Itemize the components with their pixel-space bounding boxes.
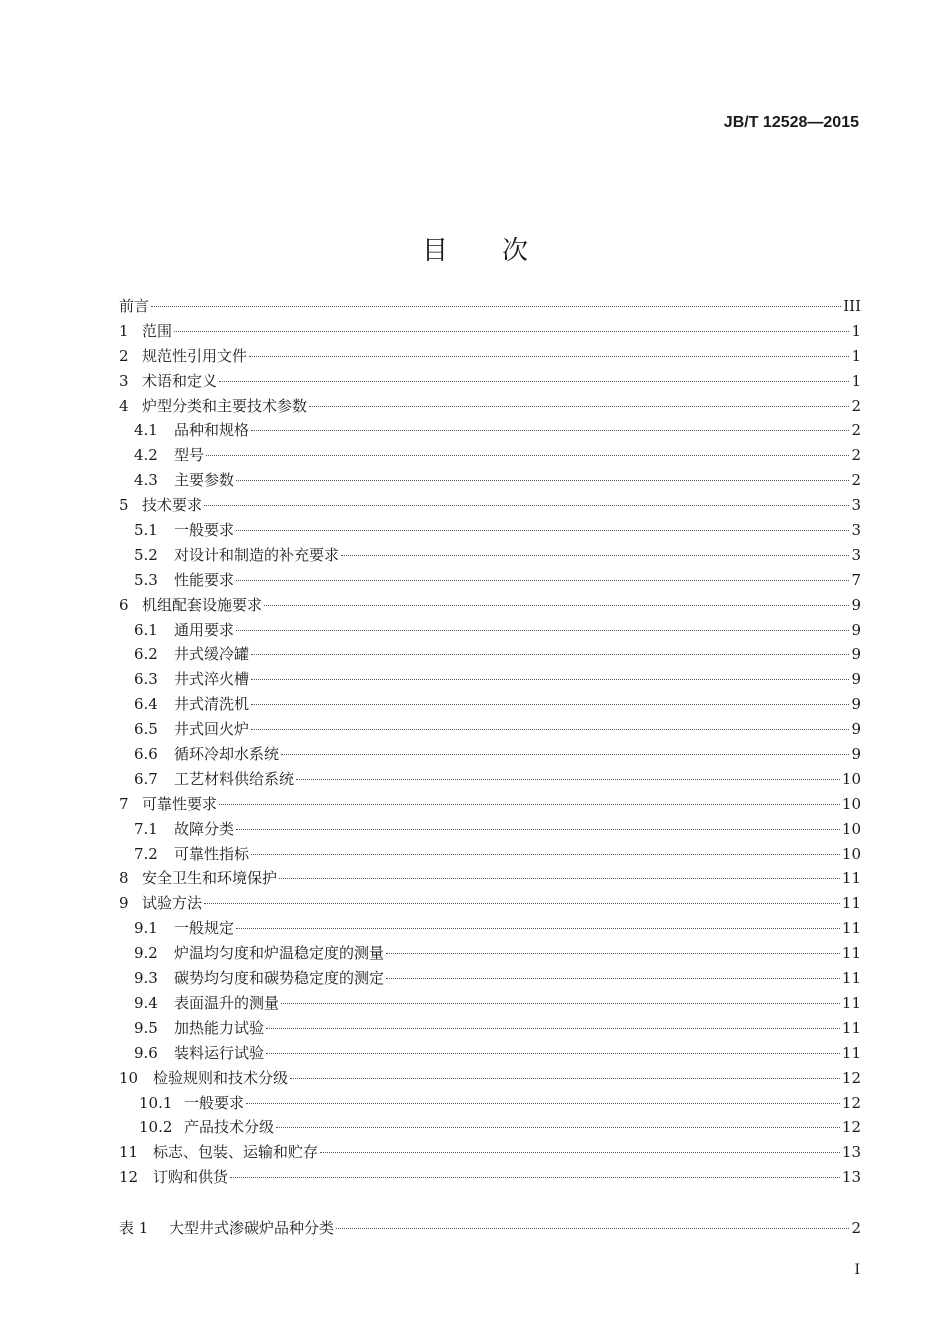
toc-entry-label: 前言 bbox=[119, 297, 150, 315]
toc-entry-number: 9.2 bbox=[134, 944, 158, 963]
toc-entry[interactable] bbox=[119, 966, 861, 991]
toc-entry-label: 井式清洗机 bbox=[174, 695, 250, 714]
toc-entry-number: 4 bbox=[119, 396, 129, 415]
page-title: 目次 bbox=[421, 236, 582, 267]
toc-leader-dots bbox=[386, 953, 840, 954]
toc-entry[interactable] bbox=[119, 916, 861, 941]
toc-entry[interactable] bbox=[119, 742, 861, 767]
toc-entry[interactable] bbox=[119, 593, 861, 618]
toc-entry-page: 9 bbox=[851, 720, 861, 739]
toc-entry[interactable] bbox=[119, 1140, 861, 1165]
toc-entry-page: 11 bbox=[841, 1043, 861, 1062]
toc-entry-label: 标志、包装、运输和贮存 bbox=[153, 1143, 319, 1162]
toc-entry-page: 11 bbox=[841, 1018, 861, 1037]
toc-leader-dots bbox=[236, 630, 849, 631]
toc-entry-label: 井式淬火槽 bbox=[174, 670, 250, 689]
toc-entry-page: 7 bbox=[851, 570, 861, 589]
toc-entry-label: 循环冷却水系统 bbox=[174, 745, 280, 764]
toc-entry-page: 9 bbox=[851, 745, 861, 764]
toc-entry[interactable] bbox=[119, 493, 861, 518]
toc-leader-dots bbox=[251, 704, 849, 705]
toc-entry-label: 产品技术分级 bbox=[184, 1118, 275, 1137]
toc-leader-dots bbox=[219, 804, 840, 805]
toc-leader-dots bbox=[236, 580, 849, 581]
toc-entry[interactable] bbox=[119, 394, 861, 419]
toc-entry-page: 2 bbox=[851, 421, 861, 440]
toc-entry-number: 6 bbox=[119, 595, 129, 614]
toc-entry-page: 1 bbox=[851, 371, 861, 390]
toc-leader-dots bbox=[296, 779, 840, 780]
toc-entry[interactable] bbox=[119, 817, 861, 842]
toc-entry-number: 10.1 bbox=[139, 1093, 173, 1112]
toc-entry-label: 订购和供货 bbox=[153, 1168, 229, 1187]
toc-entry[interactable] bbox=[119, 1091, 861, 1116]
toc-leader-dots bbox=[151, 306, 841, 307]
toc-entry-page: 3 bbox=[851, 521, 861, 540]
toc-entry-page: 12 bbox=[841, 1093, 861, 1112]
toc-entry-number: 4.2 bbox=[134, 446, 158, 465]
toc-entry-label: 加热能力试验 bbox=[174, 1018, 265, 1037]
toc-entry-label: 一般要求 bbox=[184, 1093, 245, 1112]
toc-leader-dots bbox=[251, 430, 849, 431]
toc-entry[interactable] bbox=[119, 1066, 861, 1091]
toc-entry-number: 4.3 bbox=[134, 471, 158, 490]
toc-entry-label: 一般要求 bbox=[174, 521, 235, 540]
toc-entry-number: 8 bbox=[119, 869, 129, 888]
toc-entry-label: 规范性引用文件 bbox=[142, 346, 248, 365]
toc-leader-dots bbox=[279, 878, 840, 879]
toc-entry-page: 3 bbox=[851, 496, 861, 515]
toc-entry-label: 型号 bbox=[174, 446, 205, 465]
toc-leader-dots bbox=[204, 903, 840, 904]
toc-entry-page: 12 bbox=[841, 1068, 861, 1087]
toc-entry[interactable] bbox=[119, 294, 861, 319]
toc-leader-dots bbox=[249, 356, 849, 357]
toc-entry-page: 13 bbox=[841, 1143, 861, 1162]
toc-leader-dots bbox=[251, 854, 840, 855]
toc-entry[interactable] bbox=[119, 1165, 861, 1190]
toc-entry-label: 装料运行试验 bbox=[174, 1043, 265, 1062]
toc-leader-dots bbox=[386, 978, 840, 979]
toc-leader-dots bbox=[236, 480, 849, 481]
toc-entry-label: 安全卫生和环境保护 bbox=[142, 869, 278, 888]
toc-entry-label: 井式回火炉 bbox=[174, 720, 250, 739]
toc-entry-page: 1 bbox=[851, 346, 861, 365]
toc-entry-number: 9.3 bbox=[134, 969, 158, 988]
toc-entry-label: 可靠性指标 bbox=[174, 844, 250, 863]
toc-entry-page: 11 bbox=[841, 869, 861, 888]
toc-entry-number: 表 1 bbox=[119, 1219, 149, 1237]
toc-entry-page: 10 bbox=[841, 819, 861, 838]
toc-entry-page: 2 bbox=[851, 1219, 861, 1237]
toc-entry-page: 9 bbox=[851, 645, 861, 664]
toc-leader-dots bbox=[276, 1127, 840, 1128]
toc-entry[interactable] bbox=[119, 468, 861, 493]
toc-entry[interactable] bbox=[119, 991, 861, 1016]
toc-leader-dots bbox=[251, 654, 849, 655]
toc-entry-label: 技术要求 bbox=[142, 496, 203, 515]
toc-entry-label: 井式缓冷罐 bbox=[174, 645, 250, 664]
toc-leader-dots bbox=[266, 1053, 840, 1054]
toc-leader-dots bbox=[266, 1028, 840, 1029]
toc-entry-number: 5.1 bbox=[134, 521, 158, 540]
toc-entry-label: 检验规则和技术分级 bbox=[153, 1068, 289, 1087]
toc-entry-number: 6.2 bbox=[134, 645, 158, 664]
toc-entry[interactable] bbox=[119, 642, 861, 667]
toc-entry-number: 5.2 bbox=[134, 545, 158, 564]
toc-entry[interactable] bbox=[119, 418, 861, 443]
toc-entry[interactable] bbox=[119, 618, 861, 643]
toc-entry-label: 品种和规格 bbox=[174, 421, 250, 440]
toc-entry-label: 性能要求 bbox=[174, 570, 235, 589]
toc-entry-number: 4.1 bbox=[134, 421, 158, 440]
toc-entry-page: 11 bbox=[841, 944, 861, 963]
toc-entry-number: 7.2 bbox=[134, 844, 158, 863]
toc-entry-number: 9.6 bbox=[134, 1043, 158, 1062]
toc-entry-label: 故障分类 bbox=[174, 819, 235, 838]
toc-entry[interactable] bbox=[119, 941, 861, 966]
toc-entry[interactable] bbox=[119, 1016, 861, 1041]
toc-entry-number: 5 bbox=[119, 496, 129, 515]
toc-entry-page: 10 bbox=[841, 769, 861, 788]
toc-entry[interactable] bbox=[119, 692, 861, 717]
toc-entry[interactable] bbox=[119, 369, 861, 394]
toc-entry-number: 12 bbox=[119, 1168, 139, 1187]
standard-code: JB/T 12528—2015 bbox=[723, 114, 859, 131]
toc-entry-page: 13 bbox=[841, 1168, 861, 1187]
toc-leader-dots bbox=[236, 829, 840, 830]
toc-entry-number: 6.6 bbox=[134, 745, 158, 764]
toc-entry-label: 主要参数 bbox=[174, 471, 235, 490]
toc-entry-number: 9.5 bbox=[134, 1018, 158, 1037]
toc-entry-page: 9 bbox=[851, 595, 861, 614]
toc-entry-label: 表面温升的测量 bbox=[174, 993, 280, 1012]
toc-entry-label: 试验方法 bbox=[142, 894, 203, 913]
toc-entry-page: 10 bbox=[841, 794, 861, 813]
toc-entry[interactable] bbox=[119, 443, 861, 468]
toc-entry-number: 11 bbox=[119, 1143, 139, 1162]
toc-leader-dots bbox=[230, 1177, 840, 1178]
toc-entry-label: 通用要求 bbox=[174, 620, 235, 639]
toc-entry[interactable] bbox=[119, 717, 861, 742]
toc-entry-number: 10.2 bbox=[139, 1118, 173, 1137]
toc-entry-page: 2 bbox=[851, 396, 861, 415]
toc-entry[interactable] bbox=[119, 767, 861, 792]
toc-leader-dots bbox=[236, 530, 849, 531]
toc-entry-number: 5.3 bbox=[134, 570, 158, 589]
toc-leader-dots bbox=[246, 1103, 840, 1104]
toc-entry-number: 2 bbox=[119, 346, 129, 365]
toc-entry-label: 碳势均匀度和碳势稳定度的测定 bbox=[174, 969, 385, 988]
toc-entry-label: 炉型分类和主要技术参数 bbox=[142, 396, 308, 415]
toc-entry-page: 1 bbox=[851, 321, 861, 340]
toc-entry-number: 9 bbox=[119, 894, 129, 913]
toc-leader-dots bbox=[309, 406, 849, 407]
toc-entry-page: 3 bbox=[851, 545, 861, 564]
toc-entry-number: 9.1 bbox=[134, 919, 158, 938]
toc-entry-label: 工艺材料供给系统 bbox=[174, 769, 295, 788]
toc-entry-label: 可靠性要求 bbox=[142, 794, 218, 813]
table-of-contents bbox=[119, 294, 861, 1190]
toc-entry-number: 6.5 bbox=[134, 720, 158, 739]
toc-entry-page: III bbox=[843, 297, 861, 315]
list-of-tables bbox=[119, 1216, 861, 1241]
toc-entry-page: 12 bbox=[841, 1118, 861, 1137]
toc-entry-number: 6.1 bbox=[134, 620, 158, 639]
toc-entry[interactable] bbox=[119, 543, 861, 568]
toc-entry[interactable] bbox=[119, 1115, 861, 1140]
toc-entry-page: 11 bbox=[841, 969, 861, 988]
toc-leader-dots bbox=[281, 1003, 840, 1004]
toc-entry-page: 2 bbox=[851, 471, 861, 490]
toc-leader-dots bbox=[251, 729, 849, 730]
toc-entry[interactable] bbox=[119, 866, 861, 891]
toc-entry-page: 2 bbox=[851, 446, 861, 465]
toc-entry[interactable] bbox=[119, 842, 861, 867]
toc-entry[interactable] bbox=[119, 1216, 861, 1241]
toc-entry-label: 机组配套设施要求 bbox=[142, 595, 263, 614]
toc-leader-dots bbox=[236, 928, 840, 929]
toc-leader-dots bbox=[290, 1078, 840, 1079]
toc-leader-dots bbox=[341, 555, 849, 556]
toc-entry[interactable] bbox=[119, 1041, 861, 1066]
toc-leader-dots bbox=[336, 1228, 849, 1229]
toc-leader-dots bbox=[174, 331, 849, 332]
toc-entry-page: 11 bbox=[841, 993, 861, 1012]
toc-leader-dots bbox=[219, 381, 849, 382]
toc-leader-dots bbox=[251, 679, 849, 680]
toc-entry-page: 9 bbox=[851, 620, 861, 639]
toc-entry[interactable] bbox=[119, 568, 861, 593]
toc-entry-page: 11 bbox=[841, 894, 861, 913]
toc-entry[interactable] bbox=[119, 344, 861, 369]
toc-leader-dots bbox=[206, 455, 849, 456]
toc-entry-label: 炉温均匀度和炉温稳定度的测量 bbox=[174, 944, 385, 963]
toc-entry-number: 1 bbox=[119, 321, 129, 340]
toc-entry[interactable] bbox=[119, 667, 861, 692]
toc-entry-label: 术语和定义 bbox=[142, 371, 218, 390]
toc-leader-dots bbox=[204, 505, 849, 506]
toc-entry[interactable] bbox=[119, 891, 861, 916]
toc-entry-number: 6.4 bbox=[134, 695, 158, 714]
toc-entry-number: 10 bbox=[119, 1068, 139, 1087]
toc-entry-label: 对设计和制造的补充要求 bbox=[174, 545, 340, 564]
toc-leader-dots bbox=[320, 1152, 840, 1153]
toc-entry-number: 7.1 bbox=[134, 819, 158, 838]
toc-entry-label: 一般规定 bbox=[174, 919, 235, 938]
toc-entry[interactable] bbox=[119, 319, 861, 344]
toc-entry-number: 3 bbox=[119, 371, 129, 390]
page-number: I bbox=[854, 1262, 860, 1278]
toc-entry[interactable] bbox=[119, 792, 861, 817]
toc-entry-number: 7 bbox=[119, 794, 129, 813]
toc-entry-page: 9 bbox=[851, 670, 861, 689]
toc-entry-number: 6.7 bbox=[134, 769, 158, 788]
toc-entry-page: 11 bbox=[841, 919, 861, 938]
toc-leader-dots bbox=[264, 605, 849, 606]
toc-entry-number: 6.3 bbox=[134, 670, 158, 689]
toc-entry[interactable] bbox=[119, 518, 861, 543]
toc-entry-label: 大型井式渗碳炉品种分类 bbox=[169, 1219, 335, 1237]
toc-leader-dots bbox=[281, 754, 849, 755]
toc-entry-label: 范围 bbox=[142, 321, 173, 340]
toc-entry-page: 9 bbox=[851, 695, 861, 714]
toc-entry-page: 10 bbox=[841, 844, 861, 863]
toc-entry-number: 9.4 bbox=[134, 993, 158, 1012]
